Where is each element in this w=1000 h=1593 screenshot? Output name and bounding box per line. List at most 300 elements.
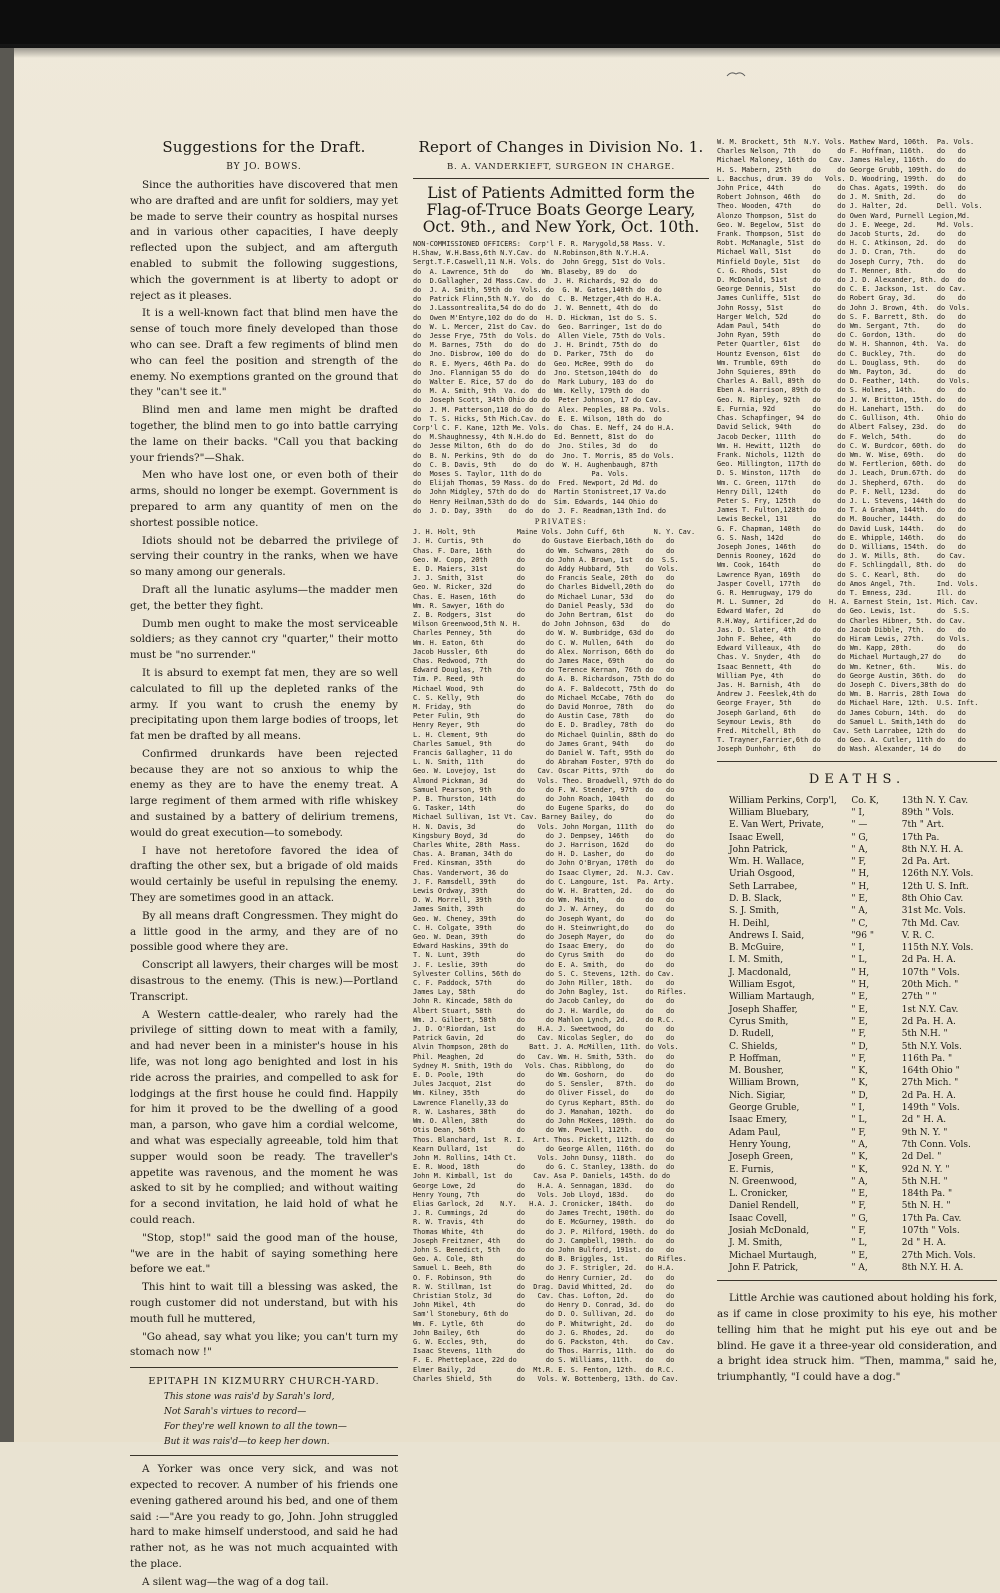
deaths-table <box>717 795 997 1275</box>
patient-entry: Fred. Mitchell, 8th do Cav. Seth Larrabee, 12th do do <box>717 727 966 735</box>
paragraph: I have not heretofore favored the idea of drafting the other sex, but a brigade of old maids would certainly be useful in repulsing the enemy. They are sometimes good in an attack. <box>130 844 398 905</box>
patient-entry: Frank. Thompson, 51st do do Jacob Sturts, 2d. do do <box>717 230 966 239</box>
patient-entry: Chas. Redwood, 7th do do James Mace, 69th do do <box>413 656 675 665</box>
patient-entry: do Elijah Thomas, 59 Mass. do do Fred. Newport, 2d Md. do <box>413 479 658 488</box>
death-cell: 116th Pa. " <box>901 1053 953 1064</box>
death-cell: Adam Paul, <box>729 1127 781 1138</box>
patient-entry: do Patrick Flinn,5th N.Y. do do C. B. Metzger,4th do H.A. <box>413 295 662 304</box>
death-cell: 107th " Vols. <box>901 967 960 978</box>
patient-entry: M. Friday, 9th do do David Monroe, 78th do do <box>413 702 675 711</box>
patient-entry: J. H. Curtis, 9th do do Gustave Eierbach,16th do do <box>413 537 675 546</box>
patient-entry: Minfield Doyle, 51st do do Joseph Curry, 7th. do do <box>717 257 966 266</box>
death-row <box>717 893 997 905</box>
patient-entry: Robt. McManagle, 51st do do H. C. Atkinson, 2d. do do <box>717 239 966 248</box>
death-cell: " A, <box>851 1176 868 1187</box>
patients-list-title: List of Patients Admitted form the Flag-of-Truce Boats George Leary, Oct. 9th., and New York, Oct. 10th. <box>422 184 700 236</box>
death-cell: D. B. Slack, <box>729 893 782 904</box>
patient-entry: do J. A. Smith, 59th do Vols. do G. W. Gates,140th do do <box>413 286 662 295</box>
death-row <box>717 1090 997 1102</box>
death-cell: " E, <box>851 992 868 1003</box>
patient-entry: do John Midgley, 57th do do do Martin Stonistreet,17 Va.do <box>413 488 667 497</box>
death-row <box>717 918 997 930</box>
death-cell: " D, <box>851 1041 869 1052</box>
patient-entry: Z. B. Rodgers, 31st do do John Bertram, 61st do do <box>413 610 675 619</box>
death-cell: William Esgot, <box>729 980 796 991</box>
death-cell: 184th Pa. " <box>901 1189 953 1200</box>
death-cell: " E, <box>851 1016 868 1027</box>
patient-entry: Tim. P. Reed, 9th do do A. B. Richardson, 75th do do <box>413 675 675 684</box>
patient-entry: Joseph Garland, 6th do do James Coburn, 14th. do do <box>717 708 966 717</box>
death-row <box>717 1114 997 1126</box>
patient-entry: James T. Fulton,128th do do T. A Graham, 144th. do do <box>717 506 966 515</box>
patient-entry: David Selick, 94th do do Albert Falsey, 23d. do do <box>717 423 966 432</box>
epitaph-title: EPITAPH IN KIZMURRY CHURCH-YARD. <box>148 1376 380 1388</box>
patient-entry: C. G. Rhods, 51st do do T. Menner, 8th. do do <box>717 266 966 275</box>
patient-entry: John Squieres, 89th do do Wm. Payton, 3d. do do <box>717 368 966 377</box>
death-cell: 2d " H. A. <box>901 1115 947 1126</box>
paragraph: Draft all the lunatic asylums—the madder men get, the better they fight. <box>130 583 398 612</box>
paragraph: By all means draft Congressmen. They might do a little good in the army, and they are of no possible good where they are. <box>130 909 398 954</box>
patient-entry: Samuel Pearson, 9th do do F. W. Stender, 97th do do <box>413 785 675 794</box>
death-cell: 31st Mc. Vols. <box>901 906 966 917</box>
patient-entry: do T. S. Hicks, 5th Mich.Cav. do E. E. Wilson, 10th do do <box>413 414 662 423</box>
report-title: Report of Changes in Division No. 1. <box>418 138 704 156</box>
death-cell: 12th U. S. Inft. <box>901 881 969 892</box>
death-row <box>717 1225 997 1237</box>
patient-entry: Chas. V. Snyder, 4th do do Michael Murtaugh,27 do do <box>717 653 966 662</box>
patient-entry: Sydney M. Smith, 19th do Vols. Chas. Ribblong, do do do <box>413 1061 675 1070</box>
patient-entry: do D.Gallagher, 2d Mass.Cav. do J. H. Richards, 92 do do <box>413 276 658 285</box>
death-cell: Cyrus Smith, <box>729 1016 789 1027</box>
patient-entry: Geo. N. Ripley, 92th do do J. W. Britton, 15th. do do <box>717 395 966 404</box>
patient-entry: John M. Kimball, 1st do Cav. Asa P. Daniels, 145th. do do <box>413 1172 671 1181</box>
death-cell: " C, <box>851 918 868 929</box>
patient-entry: Seymour Lewis, 8th do do Samuel L. Smith,14th do do <box>717 717 966 726</box>
death-row <box>717 1176 997 1188</box>
patient-entry: Kearn Dullard, 1st do do George Allen, 116th. do do <box>413 1144 675 1153</box>
patient-entry: Michael Sullivan, 1st Vt. Cav. Barney Bailey, do do do <box>413 813 675 822</box>
paragraph: Not Sarah's virtues to record— <box>164 1407 307 1418</box>
privates-list <box>413 528 709 1384</box>
patient-entry: Joseph Jones, 146th do do D. Williams, 154th. do do <box>717 542 966 551</box>
patient-entry: Elias Garlock, 2d N.Y. H.A. J. Cronicker, 184th. do do <box>413 1199 675 1208</box>
paragraph: Dumb men ought to make the most serviceable soldiers; as they cannot cry "quarter," their motto must be "no surrender." <box>130 617 398 662</box>
death-cell: 164th Ohio " <box>901 1066 960 1077</box>
privates-heading: PRIVATES: <box>534 518 588 527</box>
death-cell: " L, <box>851 1115 868 1126</box>
patient-entry: E. D. Poole, 19th do do Wm. Goshorn, do do do <box>413 1071 675 1080</box>
privates-list-continued <box>717 138 997 755</box>
death-cell: " H, <box>851 980 870 991</box>
patient-entry: John F. Behee, 4th do do Hiram Lewis, 27th. do Vols. <box>717 634 971 643</box>
paragraph: A Western cattle-dealer, who rarely had the privilege of sitting down to meat with a family, and had never been in a minister's house in his life, was not long ago benighted and lost in his ride across the prairies, and compelled to ask for lodgings at the first house he could find. Happily for him it proved to be the dwelling of a good man, a parson, who gave him a cordial welcome, and what was especially agreeable, told him that supper would soon be ready. The traveller's appetite was ravenous, and the moment he was asked to sit by he complied; and without waiting for a second invitation, he laid hold of what he could reach. <box>130 1008 398 1226</box>
patient-entry: C. H. Colgate, 39th do do H. Steinwright,do do do <box>413 923 675 932</box>
patient-entry: do J. D. Day, 39th do do do J. F. Readman,13th Ind. do <box>413 506 667 515</box>
paragraph: A Yorker was once very sick, and was not expected to recover. A number of his friends one evening gathered around his bed, and one of them said :—"Are you ready to go, John. John struggled hard to make himself understood, and said he had rather not, as he was not much acquainted with the place. <box>130 1463 398 1570</box>
patient-entry: L. N. Smith, 11th do do Abraham Foster, 97th do do <box>413 758 675 767</box>
patient-entry: John Price, 44th do do Chas. Agats, 199th. do do <box>717 184 966 193</box>
death-row <box>717 832 997 844</box>
patient-entry: George Lowe, 2d do H.A. A. Sennagan, 183d. do do <box>413 1181 675 1190</box>
death-row <box>717 1151 997 1163</box>
patient-entry: do M. A. Smith, 9th Va. do do Wm. Kelly, 179th do do <box>413 387 650 396</box>
patient-entry: Wm. H. Hewitt, 112th do do C. W. Burdcor, 60th. do do <box>717 441 966 450</box>
death-cell: E. Furnis, <box>729 1164 774 1175</box>
patient-entry: George Frayer, 5th do do Michael Hare, 12th. U.S. Inft. <box>717 699 979 708</box>
patient-entry: John Rossy, 51st do do John J. Brown, 4th. do Vols. <box>717 303 971 312</box>
paragraph: It is a well-known fact that blind men have the sense of touch more finely developed than those who can see. Draft a few regiments of blind men who can feel the position and strength of the enemy. No exemptions granted on the ground that they "can't see it." <box>130 307 398 399</box>
death-cell: J. M. Smith, <box>729 1238 783 1249</box>
death-row <box>717 807 997 819</box>
patient-entry: Michael Maloney, 16th do Cav. James Haley, 116th. do do <box>717 156 966 165</box>
patient-entry: Henry Reyer, 9th do do E. D. Bradley, 78th do do <box>413 721 675 730</box>
death-cell: 20th Mich. " <box>901 980 959 991</box>
death-row <box>717 1237 997 1249</box>
death-cell: B. McGuire, <box>729 943 784 954</box>
death-cell: " A, <box>851 906 868 917</box>
patient-entry: J. F. Leslie, 39th do do E. A. Smith, do do do <box>413 960 675 969</box>
patient-entry: Patrick Gavin, 2d do Cav. Nicolas Segler, do do do <box>413 1034 675 1043</box>
death-row <box>717 1028 997 1040</box>
patient-entry: Charles Samuel, 9th do do James Grant, 94th do do <box>413 739 675 748</box>
death-row <box>717 1065 997 1077</box>
patient-entry: J. J. Smith, 31st do do Francis Seale, 20th do do <box>413 574 675 583</box>
death-row <box>717 930 997 942</box>
death-cell: " K, <box>851 1078 868 1089</box>
patient-entry: Wm. C. Green, 117th do do J. Shepherd, 67th. do do <box>717 478 966 487</box>
death-row <box>717 905 997 917</box>
patient-entry: Henry Dill, 124th do do P. F. Nell, 123d. do do <box>717 487 966 496</box>
patient-entry: M. L. Sumner, 2d do H. A. Earnest Stein, 1st. Mich. Cav. <box>717 598 979 607</box>
article-body <box>130 178 398 1361</box>
patient-entry: Christian Stolz, 3d do Cav. Chas. Lofton, 2d. do do <box>413 1291 675 1300</box>
death-cell: Wm. H. Wallace, <box>729 857 805 868</box>
patient-entry: do A. Lawrence, 5th do do Wm. Blaseby, 89 do do <box>413 267 638 276</box>
patient-entry: Hountz Evenson, 61st do do C. Buckley, 7th. do do <box>717 349 966 358</box>
patient-entry: do M. Barnes, 75th do do do J. H. Brindt, 75th do do <box>413 341 658 350</box>
patient-entry: Wm. Kilney, 35th do do Oliver Fissel, do do do <box>413 1089 675 1098</box>
paragraph: Men who have lost one, or even both of their arms, should no longer be exempt. Government is prepared to arm any quantity of men on the shortest possible notice. <box>130 469 398 529</box>
death-row <box>717 954 997 966</box>
patient-entry: Eben A. Harrison, 89th do do S. Holmes, 14th. do do <box>717 386 966 395</box>
death-row <box>717 1041 997 1053</box>
patient-entry: Samuel L. Beeh, 8th do do J. F. Strigler, 2d. do H.A. <box>413 1264 675 1273</box>
death-cell: 92d N. Y. " <box>901 1164 950 1175</box>
patient-entry: do Owen M'Entyre,102 do do do H. D. Hickman, 1st do S. S. <box>413 313 658 322</box>
death-cell: 2d " H. A. <box>901 1238 947 1249</box>
death-cell: " G, <box>851 832 869 843</box>
paragraph: It is absurd to exempt fat men, they are so well calculated to fill up the depleted ranks of the army. If you want to crush the enemy by precipitating upon them large bodies of troops, let fat men be drafted by all means. <box>130 666 398 743</box>
patient-entry: Jules Jacquot, 21st do do S. Sensler, 87th. do do <box>413 1080 675 1089</box>
death-cell: John F. Patrick, <box>729 1262 799 1273</box>
death-row <box>717 1250 997 1262</box>
death-cell: S. J. Smith, <box>729 906 780 917</box>
death-row <box>717 1004 997 1016</box>
patient-entry: Phil. Meaghen, 2d do Cav. Wm. H. Smith, 53th. do do <box>413 1052 675 1061</box>
death-row <box>717 844 997 856</box>
death-cell: 17th Pa. Cav. <box>901 1213 962 1224</box>
patient-entry: Edward Wafer, 2d do do Geo. Lewis, 1st. do S.S. <box>717 607 971 616</box>
death-cell: " F, <box>851 1201 867 1212</box>
death-cell: " E, <box>851 893 868 904</box>
patient-entry: Jasper Covell, 177th do do Amos Angel, 7th. Ind. Vols. <box>717 579 979 588</box>
patient-entry: D. S. Winston, 117th do do J. Leach, Drum.67th. do do <box>717 469 966 478</box>
patient-entry: Corp'l C. F. Kane, 12th Me. Vols. do Chas. E. Neff, 24 do H.A. <box>413 424 675 433</box>
death-cell: C. Shields, <box>729 1041 778 1052</box>
patient-entry: Peter S. Fry, 125th do do J. L. Stevens, 144th do do <box>717 496 966 505</box>
patient-entry: Lewis Beckel, 131 do do M. Boucher, 144th. do do <box>717 515 966 524</box>
death-cell: Joseph Green, <box>729 1152 794 1163</box>
death-cell: William Brown, <box>729 1078 800 1089</box>
death-row <box>717 942 997 954</box>
death-row <box>717 795 997 807</box>
paragraph: "Go ahead, say what you like; you can't turn my stomach now !" <box>130 1330 398 1359</box>
patient-entry: do Walter E. Rice, 57 do do do Mark Lubury, 103 do do <box>413 378 654 387</box>
death-cell: " E, <box>851 1004 868 1015</box>
patient-entry: Thomas White, 4th do do J. P. Milford, 190th. do do <box>413 1227 675 1236</box>
patient-entry: do Jno. Disbrow, 100 do do do D. Parker, 75th do do <box>413 350 654 359</box>
patient-entry: Elmer Baily, 2d do Mt.R. E. S. Fenton, 12th. do R.C. <box>413 1365 675 1374</box>
patient-entry: Wm. H. Eaton, 6th do do C. W. Mullen, 64th do do <box>413 638 675 647</box>
death-row <box>717 967 997 979</box>
death-cell: " K, <box>851 1066 868 1077</box>
patient-entry: Edward Haskins, 39th do do Isaac Emery, do do do <box>413 942 675 951</box>
death-cell: " I, <box>851 1103 865 1114</box>
divider <box>717 1280 997 1281</box>
paragraph: For they're well known to all the town— <box>164 1422 347 1433</box>
death-cell: 1st N.Y. Cav. <box>901 1004 959 1015</box>
patient-entry: NON-COMMISSIONED OFFICERS: Corp'l F. R. Marygold,58 Mass. V. <box>413 240 667 248</box>
paragraph: This hint to wait till a blessing was asked, the rough customer did not understand, but with his mouth full he muttered, <box>130 1281 398 1325</box>
patient-entry: do Joseph Scott, 34th Ohio do do Peter Johnson, 17 do Cav. <box>413 396 662 405</box>
patient-entry: Alonzo Thompson, 51st do do Owen Ward, Purnell Legion,Md. <box>717 211 971 220</box>
death-row <box>717 1262 997 1274</box>
death-cell: 27th Mich. " <box>901 1078 959 1089</box>
patient-entry: Kingsbury Boyd, 3d do do J. Dempsey, 146th do do <box>413 831 675 840</box>
patient-entry: James Cunliffe, 51st do do Robert Gray, 3d. do do <box>717 294 966 303</box>
death-cell: 2d Pa. H. A. <box>901 1090 956 1101</box>
paragraph: But it was rais'd—to keep her down. <box>164 1437 330 1448</box>
patient-entry: do J. M. Patterson,110 do do do Alex. Peoples, 88 Pa. Vols. <box>413 405 671 414</box>
paragraph: Confirmed drunkards have been rejected because they are not so anxious to whip the enemy as they are to have the enemy treat. A large regiment of them armed with rifle whiskey and sustained by a battery of delirium tremens, would do great execution—to somebody. <box>130 747 398 839</box>
death-cell: " E, <box>851 1189 868 1200</box>
death-row <box>717 1200 997 1212</box>
patient-entry: J. R. Cummings, 2d do do James Trecht, 190th. do do <box>413 1209 675 1218</box>
death-cell: I. M. Smith, <box>729 955 784 966</box>
death-cell: 5th N.H. " <box>901 1029 948 1040</box>
death-cell: " H, <box>851 967 870 978</box>
patient-entry: R.H.Way, Artificer,2d do do Charles Hibner, 5th. do Cav. <box>717 616 966 625</box>
death-row <box>717 1164 997 1176</box>
death-cell: Isaac Emery, <box>729 1115 788 1126</box>
death-cell: " A, <box>851 844 868 855</box>
patient-entry: Almond Pickman, 3d do Vols. Theo. Broadwell, 97th do do <box>413 776 675 785</box>
patient-entry: Wm. J. Gilbert, 58th do do Mahlon Lynch, 2d. do R.C. <box>413 1015 675 1024</box>
paragraph: "Stop, stop!" said the good man of the house, "we are in the habit of saying something here before we eat." <box>130 1231 398 1276</box>
patient-entry: John M. Rollins, 14th Ct. Vols. John Dunsy, 118th. do do <box>413 1153 675 1162</box>
patient-entry: Jas. D. Slater, 4th do do Jacob Dibble, 7th. do do <box>717 625 966 634</box>
patient-entry: Chas. E. Hasen, 16th do do Michael Lunar, 53d do do <box>413 592 675 601</box>
patient-entry: Charles Penney, 5th do do W. W. Bumbridge, 63d do do <box>413 629 675 638</box>
paragraph: Idiots should not be debarred the privilege of serving their country in the ranks, when we have so many among our generals. <box>130 534 398 579</box>
patient-entry: J. H. Holt, 9th Maine Vols. John Cuff, 6th N. Y. Cav. <box>413 528 696 537</box>
patient-entry: Otis Dean, 56th do do Wm. Powell, 112th. do do <box>413 1126 675 1135</box>
death-cell: L. Cronicker, <box>729 1189 788 1200</box>
death-cell: " F, <box>851 1029 867 1040</box>
patient-entry: Theo. Wooden, 47th do do J. Halter, 2d. Dell. Vols. <box>717 202 983 211</box>
patient-entry: do W. L. Mercer, 21st do Cav. do Geo. Barringer, 1st do do <box>413 322 662 331</box>
patient-entry: W. M. Brockett, 5th N.Y. Vols. Mathew Ward, 106th. Pa. Vols. <box>717 138 975 146</box>
patient-entry: George Dennis, 51st do do C. E. Jackson, 1st. do Cav. <box>717 285 966 294</box>
patient-entry: Charles White, 28th Mass. do J. Harrison, 162d do do <box>413 841 675 849</box>
patient-entry: Wm. Cook, 164th do do F. Schlingdall, 8th. do do <box>717 561 966 570</box>
patient-entry: Wm. F. Lytle, 6th do do P. Whitwright, 2d. do do <box>413 1319 675 1328</box>
patient-entry: Charles A. Ball, 89th do do D. Feather, 14th. do Vols. <box>717 377 971 386</box>
column-continued <box>717 138 997 1396</box>
patient-entry: Jas. H. Barnish, 4th do do Joseph C. Divers,38th do do <box>717 680 966 689</box>
patient-entry: Geo. Millington, 117th do do W. Fertlerion, 60th. do do <box>717 460 966 469</box>
patient-entry: John Mikel, 4th do do Henry D. Conrad, 3d. do do <box>413 1301 675 1310</box>
death-row <box>717 1127 997 1139</box>
patient-entry: William Pye, 4th do do George Austin, 36th. do do <box>717 671 966 680</box>
patient-entry: Lawrence Ryan, 169th do do S. C. Kearl, 8th. do do <box>717 570 966 579</box>
divider <box>130 1367 398 1368</box>
death-cell: William Bluebary, <box>729 807 810 818</box>
patient-entry: G. Tasker, 14th do do Eugene Sparks, do do do <box>413 804 675 813</box>
deaths-heading: DEATHS. <box>808 771 906 787</box>
death-cell: "96 " <box>851 930 874 941</box>
patient-entry: Charles Nelson, 7th do do F. Hoffman, 116th. do do <box>717 147 966 156</box>
patient-entry: Joseph Dunhohr, 6th do do Wash. Alexander, 14 do do <box>717 745 966 754</box>
death-cell: 115th N.Y. Vols. <box>901 943 974 954</box>
patient-entry: James Lay, 58th do do John Bagley, 1st. do Rifles. <box>413 988 687 997</box>
divider <box>717 761 997 762</box>
death-cell: " L, <box>851 1238 868 1249</box>
death-row <box>717 868 997 880</box>
patient-entry: J. D. O'Riordan, 1st do H.A. J. Sweetwood, do do do <box>413 1025 675 1034</box>
patient-entry: Jacob Hussler, 6th do do Alex. Norrison, 66th do do <box>413 647 675 656</box>
patient-entry: H. S. Mabern, 25th do do George Grubb, 109th. do do <box>717 165 966 174</box>
death-cell: " H, <box>851 869 870 880</box>
patient-entry: Thos. Blanchard, 1st R. I. Art. Thos. Pickett, 112th. do do <box>413 1135 675 1144</box>
death-cell: H. Deihl, <box>729 918 770 929</box>
patient-entry: G. R. Hemrugway, 179 do do T. Emness, 23d. Ill. do <box>717 588 966 597</box>
patient-entry: do Jesse Milton, 6th do do do Jno. Stiles, 3d do do <box>413 442 658 451</box>
patient-entry: do J.Lassontrealita,54 do do do J. W. Bennett, 4th do do <box>413 304 658 313</box>
patient-entry: T. Trayner,Farrier,6th do do Geo. A. Cutler, 11th do do <box>717 736 966 745</box>
patient-entry: do Jno. Flannigan 55 do do do Jno. Stetson,104th do do <box>413 368 658 377</box>
death-cell: 7th Conn. Vols. <box>901 1139 971 1150</box>
epitaph-verse <box>130 1391 398 1449</box>
death-row <box>717 1188 997 1200</box>
patient-entry: John R. Kincade, 58th do do Jacob Canley, do do do <box>413 997 675 1006</box>
death-cell: " L, <box>851 955 868 966</box>
death-cell: " D, <box>851 1090 869 1101</box>
death-cell: 8th Ohio Cav. <box>901 893 964 904</box>
article-title: Suggestions for the Draft. <box>162 138 366 156</box>
death-row <box>717 819 997 831</box>
death-cell: " I, <box>851 807 865 818</box>
patient-entry: Henry Young, 7th do Vols. Job Lloyd, 183d. do do <box>413 1190 675 1199</box>
patient-entry: O. F. Robinson, 9th do do Henry Curnier, 2d. do do <box>413 1273 675 1282</box>
death-cell: 2d Pa. Art. <box>901 857 951 868</box>
patient-entry: D. W. Morrell, 39th do do Wm. Maith, do do do <box>413 896 675 905</box>
death-cell: 17th Pa. <box>901 832 940 843</box>
footnote-archie: Little Archie was cautioned about holding his fork, as if came in close proximity to his eye, his mother telling him that he might put his eye out and be blind. He gave it a three-year old consideration, and a bright idea struck him. "Then, mamma," said he, triumphantly, "I could have a dog." <box>717 1292 997 1384</box>
death-cell: John Patrick, <box>729 844 788 855</box>
death-cell: 2d Pa. H. A. <box>901 955 956 966</box>
patient-entry: Alvin Thompson, 20th do Batt. J. A. McMillen, 11th. do Vols. <box>413 1043 679 1052</box>
death-cell: " F, <box>851 1053 867 1064</box>
anecdotes <box>130 1462 398 1590</box>
death-cell: P. Hoffman, <box>729 1053 782 1064</box>
patient-entry: C. S. Kelly, 9th do do Michael McCabe, 76th do do <box>413 693 675 702</box>
patient-entry: G. S. Nash, 142d do do E. Whipple, 146th. do do <box>717 533 966 542</box>
death-cell: 13th N. Y. Cav. <box>901 795 969 806</box>
death-cell: V. R. C. <box>901 930 935 941</box>
death-cell: 9th N. Y. " <box>901 1127 948 1138</box>
death-row <box>717 1053 997 1065</box>
patient-entry: R. W. Travis, 4th do do E. McGurney, 190th. do do <box>413 1218 675 1227</box>
paragraph: This stone was rais'd by Sarah's lord, <box>164 1392 335 1403</box>
patient-entry: E. Furnia, 92d do do H. Lanehart, 15th. do do <box>717 404 966 413</box>
patient-entry: Michael Wood, 9th do do A. F. Baldecott, 75th do do <box>413 684 675 693</box>
report-subtitle: B. A. VANDERKIEFT, SURGEON IN CHARGE. <box>446 162 676 172</box>
death-cell: George Gruble, <box>729 1103 800 1114</box>
death-cell: 2d Del. " <box>901 1152 942 1163</box>
patient-entry: Robert Johnson, 46th do do J. M. Smith, 2d. do do <box>717 193 966 202</box>
death-cell: Nich. Sigiar, <box>729 1090 786 1101</box>
patient-entry: T. N. Lunt, 39th do do Cyrus Smith do do do <box>413 951 675 960</box>
patient-entry: Sylvester Collins, 56th do do S. C. Stevens, 12th. do Cav. <box>413 969 675 978</box>
death-cell: 7th " Art. <box>901 820 945 831</box>
patient-entry: Wm. R. Sawyer, 16th do do Daniel Peasly, 53d do do <box>413 601 675 610</box>
patient-entry: Francis Gallagher, 11 do do Daniel W. Taft, 95th do do <box>413 748 675 757</box>
column-suggestions <box>130 138 398 1593</box>
death-cell: " F, <box>851 1127 867 1138</box>
patient-entry: Jacob Decker, 111th do do F. Welch, 54th. do do <box>717 432 966 441</box>
patient-entry: Geo. W. Begelow, 51st do do J. E. Weege, 2d. Md. Vols. <box>717 220 975 229</box>
patient-entry: P. B. Thurston, 14th do do John Roach, 104th do do <box>413 794 675 803</box>
divider <box>130 1455 398 1456</box>
death-cell: 8th N.Y. H. A. <box>901 844 964 855</box>
death-cell: 89th " Vols. <box>901 807 954 818</box>
scan-top-border <box>0 0 1000 48</box>
death-row <box>717 1016 997 1028</box>
patient-entry: James Smith, 39th do do J. W. Arney, do do do <box>413 905 675 914</box>
death-cell: 107th " Vols. <box>901 1226 960 1236</box>
patient-entry: Lewis Ordway, 39th do do W. H. Bratten, 2d. do do <box>413 887 675 896</box>
patient-entry: Peter Quartler, 61st do do W. H. Shannon, 4th. Va. do <box>717 340 966 349</box>
paragraph: Since the authorities have discovered that men who are drafted and are unfit for soldiers, may yet be made to serve their country as hospital nurses and in various other capacities, I have deeply reflected upon the subject, and am afterguth enabled to submit the following suggestions, which the government is at liberty to adopt or reject as it pleases. <box>130 179 398 302</box>
patient-entry: Isaac Bennett, 4th do do Wm. Ketner, 6th. Wis. do <box>717 662 966 671</box>
patient-entry: E. R. Wood, 18th do do G. C. Stanley, 138th. do do <box>413 1163 675 1172</box>
death-cell: J. Macdonald, <box>729 967 792 978</box>
death-cell: 5th N.Y. Vols. <box>901 1041 962 1052</box>
patient-entry: Michael Wall, 51st do do J. D. Cran, 7th. do do <box>717 248 966 257</box>
patient-entry: Lawrence Flanelly,33 do do Cyrus Kephart, 85th. do do <box>413 1098 675 1107</box>
patient-entry: John Ryan, 59th do do C. Gordon, 13th. do do <box>717 331 966 340</box>
patient-entry: Wm. O. Allen, 38th do do John McKees, 109th. do do <box>413 1117 675 1126</box>
patient-entry: Geo. W. Ricker, 32d do do Charles Bidwell,20th do do <box>413 583 675 592</box>
patient-entry: Edward Douglas, 7th do do Terence Kernan, 76th do do <box>413 666 675 675</box>
patient-entry: H.Shaw, W.H.Bass,6th N.Y.Cav. do N.Robinson,8th N.Y.H.A. <box>413 249 650 258</box>
death-cell: William Perkins, Corp'l, <box>729 795 837 806</box>
death-cell: Michael Murtaugh, <box>729 1250 817 1261</box>
death-cell: Isaac Ewell, <box>729 832 785 843</box>
patient-entry: G. F. Chapman, 140th do do David Lusk, 144th. do do <box>717 524 966 533</box>
patient-entry: F. E. Phetteplace, 22d do do S. Williams, 11th. do do <box>413 1356 675 1365</box>
